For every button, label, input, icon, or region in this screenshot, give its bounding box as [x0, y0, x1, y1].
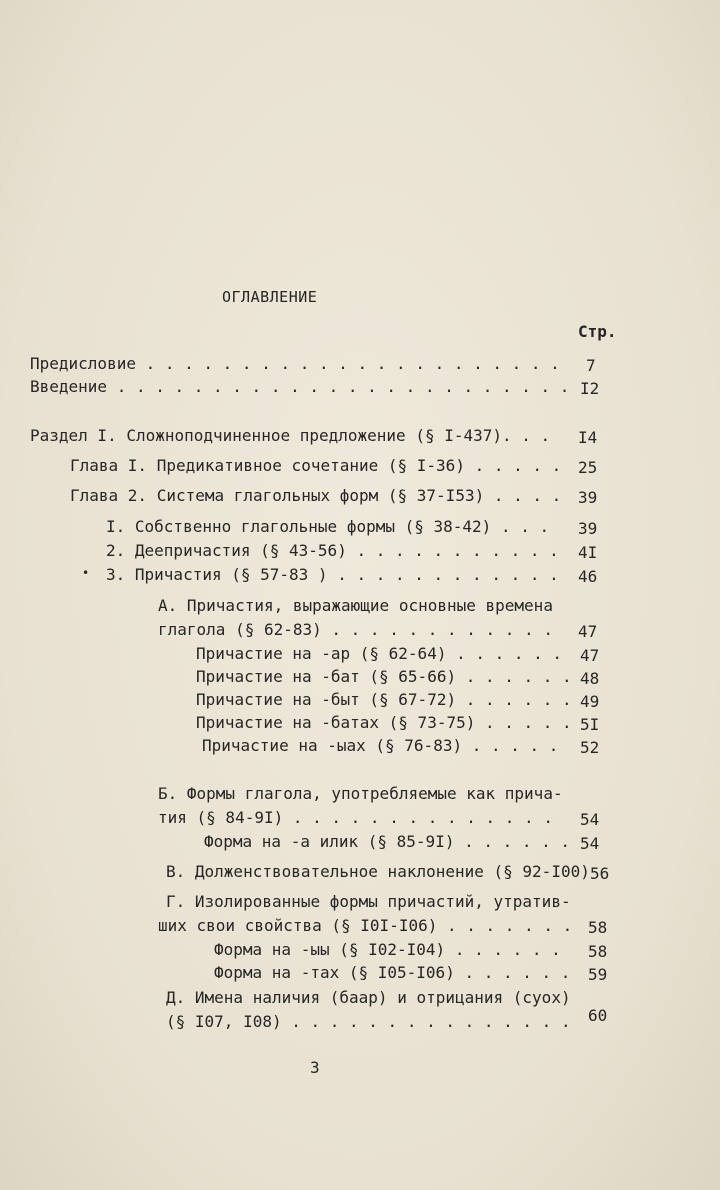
toc-page-chapter-1: 25 — [578, 458, 598, 477]
toc-entry-participle-byt: Причастие на -быт (§ 67-72) . . . . . . — [196, 690, 572, 709]
toc-page-item-3: 46 — [578, 567, 598, 586]
toc-entry-introduction: Введение . . . . . . . . . . . . . . . . . . . . . . . . — [30, 377, 570, 396]
toc-page-subsection-v: 56 — [590, 864, 610, 883]
toc-page-subsection-g: 58 — [588, 918, 608, 937]
toc-entry-subsection-v: В. Долженствовательное наклонение (§ 92-I00) — [166, 862, 590, 881]
toc-entry-chapter-1: Глава I. Предикативное сочетание (§ I-36) . . . . . — [70, 456, 562, 475]
toc-entry-participle-yakh: Причастие на -ыах (§ 76-83) . . . . . — [202, 736, 559, 755]
toc-page-item-1: 39 — [578, 519, 598, 538]
toc-page-participle-ar: 47 — [580, 646, 600, 665]
toc-page-preface: 7 — [586, 356, 596, 375]
toc-page-form-yy: 58 — [588, 942, 608, 961]
toc-page-item-2: 4I — [578, 543, 598, 562]
toc-entry-participle-batakh: Причастие на -батах (§ 73-75) . . . . . — [196, 713, 572, 732]
toc-entry-item-1: I. Собственно глагольные формы (§ 38-42) . . . — [106, 517, 550, 536]
toc-page-participle-yakh: 52 — [580, 738, 600, 757]
toc-page-form-takh: 59 — [588, 965, 608, 984]
toc-entry-subsection-b-cont: тия (§ 84-9I) . . . . . . . . . . . . . . — [158, 808, 553, 827]
toc-page-participle-bat: 48 — [580, 669, 600, 688]
toc-entry-item-2: 2. Деепричастия (§ 43-56) . . . . . . . . . . . — [106, 541, 559, 560]
toc-entry-subsection-g: Г. Изолированные формы причастий, утратив- — [166, 892, 571, 911]
toc-page-participle-byt: 49 — [580, 692, 600, 711]
toc-entry-participle-ar: Причастие на -ар (§ 62-64) . . . . . . — [196, 644, 563, 663]
toc-entry-form-a-ilik: Форма на -а илик (§ 85-9I) . . . . . . — [204, 832, 571, 851]
toc-entry-item-3: 3. Причастия (§ 57-83 ) . . . . . . . . . . . . — [106, 565, 559, 584]
toc-page-participle-batakh: 5I — [580, 715, 600, 734]
stray-bullet-mark: • — [82, 566, 90, 580]
toc-entry-subsection-a: А. Причастия, выражающие основные времена — [158, 596, 553, 615]
toc-page-subsection-b: 54 — [580, 810, 600, 829]
toc-entry-section-1: Раздел I. Сложноподчиненное предложение (§ I-437). . . — [30, 426, 551, 445]
toc-entry-subsection-d: Д. Имена наличия (баар) и отрицания (суох) — [166, 988, 571, 1007]
toc-entry-preface: Предисловие . . . . . . . . . . . . . . . . . . . . . . — [30, 354, 560, 373]
toc-entry-subsection-g-cont: ших свои свойства (§ I0I-I06) . . . . . . . — [158, 916, 573, 935]
page-number: 3 — [310, 1058, 320, 1077]
toc-entry-form-takh: Форма на -тах (§ I05-I06) . . . . . . — [214, 963, 571, 982]
toc-page-chapter-2: 39 — [578, 488, 598, 507]
toc-page-introduction: I2 — [580, 379, 600, 398]
toc-entry-subsection-a-cont: глагола (§ 62-83) . . . . . . . . . . . . — [158, 620, 553, 639]
toc-entry-subsection-d-cont: (§ I07, I08) . . . . . . . . . . . . . . . — [166, 1012, 571, 1031]
toc-entry-chapter-2: Глава 2. Система глагольных форм (§ 37-I53) . . . . — [70, 486, 562, 505]
toc-page-subsection-d: 60 — [588, 1006, 608, 1025]
toc-page-section-1: I4 — [578, 428, 598, 447]
toc-page-form-a-ilik: 54 — [580, 834, 600, 853]
toc-page-subsection-a: 47 — [578, 622, 598, 641]
toc-entry-participle-bat: Причастие на -бат (§ 65-66) . . . . . . — [196, 667, 572, 686]
toc-title: ОГЛАВЛЕНИЕ — [222, 288, 318, 306]
toc-entry-subsection-b: Б. Формы глагола, употребляемые как прича- — [158, 784, 563, 803]
toc-entry-form-yy: Форма на -ыы (§ I02-I04) . . . . . . — [214, 940, 561, 959]
page-column-label: Стр. — [578, 322, 617, 341]
